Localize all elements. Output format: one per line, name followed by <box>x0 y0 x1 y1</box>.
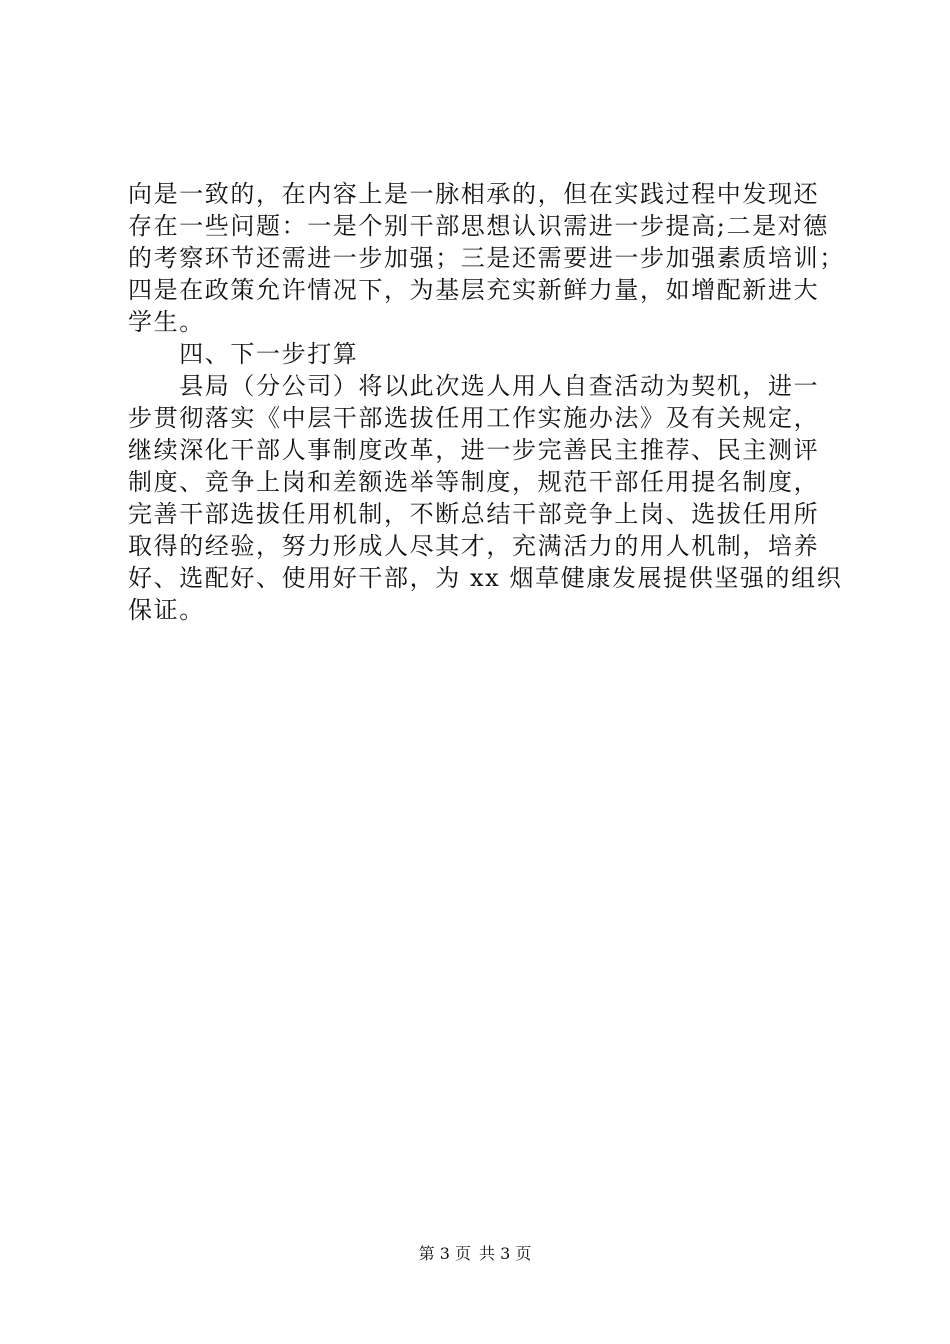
text-line: 向是一致的，在内容上是一脉相承的，但在实践过程中发现还 <box>128 180 820 208</box>
page-total: 共 3 页 <box>479 1244 532 1263</box>
text-line: 县局（分公司）将以此次选人用人自查活动为契机，进一 <box>128 372 820 400</box>
text-line: 制度、竞争上岗和差额选举等制度，规范干部任用提名制度， <box>128 468 820 496</box>
text-line: 步贯彻落实《中层干部选拔任用工作实施办法》及有关规定， <box>128 404 820 432</box>
page-number: 第 3 页 <box>418 1244 471 1263</box>
text-line: 四是在政策允许情况下，为基层充实新鲜力量，如增配新进大 <box>128 276 820 304</box>
section-heading: 四、下一步打算 <box>128 340 359 368</box>
text-line: 保证。 <box>128 596 205 624</box>
text-line: 存在一些问题：一是个别干部思想认识需进一步提高;二是对德 <box>128 212 829 240</box>
page-footer <box>0 1244 950 1264</box>
text-line: 继续深化干部人事制度改革，进一步完善民主推荐、民主测评 <box>128 436 820 464</box>
text-line: 学生。 <box>128 308 205 336</box>
text-line: 的考察环节还需进一步加强；三是还需要进一步加强素质培训； <box>128 244 845 272</box>
text-line: 完善干部选拔任用机制，不断总结干部竞争上岗、选拔任用所 <box>128 500 820 528</box>
text-line: 好、选配好、使用好干部，为 xx 烟草健康发展提供坚强的组织 <box>128 564 843 592</box>
text-line: 取得的经验，努力形成人尽其才，充满活力的用人机制，培养 <box>128 532 820 560</box>
